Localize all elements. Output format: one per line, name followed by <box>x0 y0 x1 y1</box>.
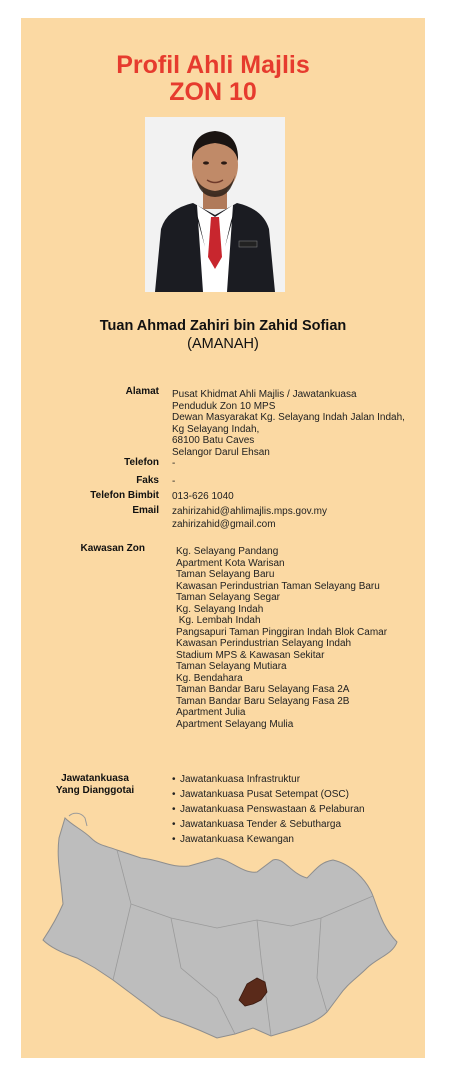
zone-map <box>21 808 425 1058</box>
email-link[interactable]: zahirizahid@ahlimajlis.mps.gov.my <box>172 506 328 517</box>
label-jawatankuasa-line-1: Jawatankuasa <box>61 773 129 784</box>
list-item: Kg. Bendahara <box>176 672 243 684</box>
list-item: Apartment Kota Warisan <box>176 557 285 569</box>
list-item: Kg. Selayang Pandang <box>176 546 279 557</box>
list-item: Taman Selayang Segar <box>176 592 280 603</box>
list-item: Kg. Selayang Indah <box>176 603 264 615</box>
list-item: Taman Bandar Baru Selayang Fasa 2A <box>176 684 350 695</box>
list-item: Taman Bandar Baru Selayang Fasa 2B <box>176 695 350 707</box>
email-link[interactable]: zahirizahid@gmail.com <box>172 518 276 530</box>
list-item: • Jawatankuasa Tender & Sebutharga <box>172 819 342 830</box>
list-item: • Jawatankuasa Penswastaan & Pelaburan <box>172 804 365 815</box>
list-item: Taman Selayang Baru <box>176 569 275 580</box>
list-item: Apartment Julia <box>176 707 246 718</box>
address-line: Dewan Masyarakat Kg. Selayang Indah Jalan Indah, <box>172 412 405 423</box>
list-item: Pangsapuri Taman Pinggiran Indah Blok Camar <box>176 626 388 638</box>
list-item: • Jawatankuasa Pusat Setempat (OSC) <box>172 789 349 800</box>
map-land <box>43 818 397 1038</box>
portrait-illustration <box>145 117 285 292</box>
label-email: Email <box>132 505 159 516</box>
list-item: • Jawatankuasa Kewangan <box>172 834 294 845</box>
label-telefon-bimbit: Telefon Bimbit <box>90 490 159 501</box>
list-item: • Jawatankuasa Infrastruktur <box>172 774 301 785</box>
label-telefon: Telefon <box>124 457 159 468</box>
address-line: Kg Selayang Indah, <box>172 423 260 435</box>
value-alamat <box>172 389 412 458</box>
list-item: Kg. Lembah Indah <box>176 615 261 626</box>
member-party: (AMANAH) <box>187 336 259 352</box>
list-item: Kawasan Perindustrian Taman Selayang Baru <box>176 580 380 592</box>
list-item: Kawasan Perindustrian Selayang Indah <box>176 638 352 649</box>
page-title <box>21 52 405 106</box>
label-jawatankuasa-line-2: Yang Dianggotai <box>55 785 135 796</box>
label-faks: Faks <box>136 475 159 486</box>
value-telefon-bimbit: 013-626 1040 <box>172 491 234 502</box>
label-kawasan-zon: Kawasan Zon <box>80 543 145 554</box>
address-line: Penduduk Zon 10 MPS <box>172 400 276 412</box>
title-line-1: Profil Ahli Majlis <box>116 51 310 79</box>
address-line: 68100 Batu Caves <box>172 435 255 446</box>
list-item: Taman Selayang Mutiara <box>176 661 287 672</box>
member-photo <box>145 117 285 292</box>
zone-area-list <box>176 546 416 730</box>
member-name: Tuan Ahmad Zahiri bin Zahid Sofian <box>99 318 347 334</box>
value-email <box>172 506 412 530</box>
label-jawatankuasa <box>15 773 175 797</box>
list-item: Apartment Selayang Mulia <box>176 718 294 730</box>
value-faks: - <box>172 476 176 487</box>
label-alamat: Alamat <box>125 386 159 397</box>
address-line: Pusat Khidmat Ahli Majlis / Jawatankuasa <box>172 389 357 400</box>
title-line-2: ZON 10 <box>169 78 257 106</box>
address-line: Selangor Darul Ehsan <box>172 446 270 458</box>
value-telefon: - <box>172 458 176 469</box>
list-item: Stadium MPS & Kawasan Sekitar <box>176 649 325 661</box>
profile-card <box>21 18 425 1058</box>
